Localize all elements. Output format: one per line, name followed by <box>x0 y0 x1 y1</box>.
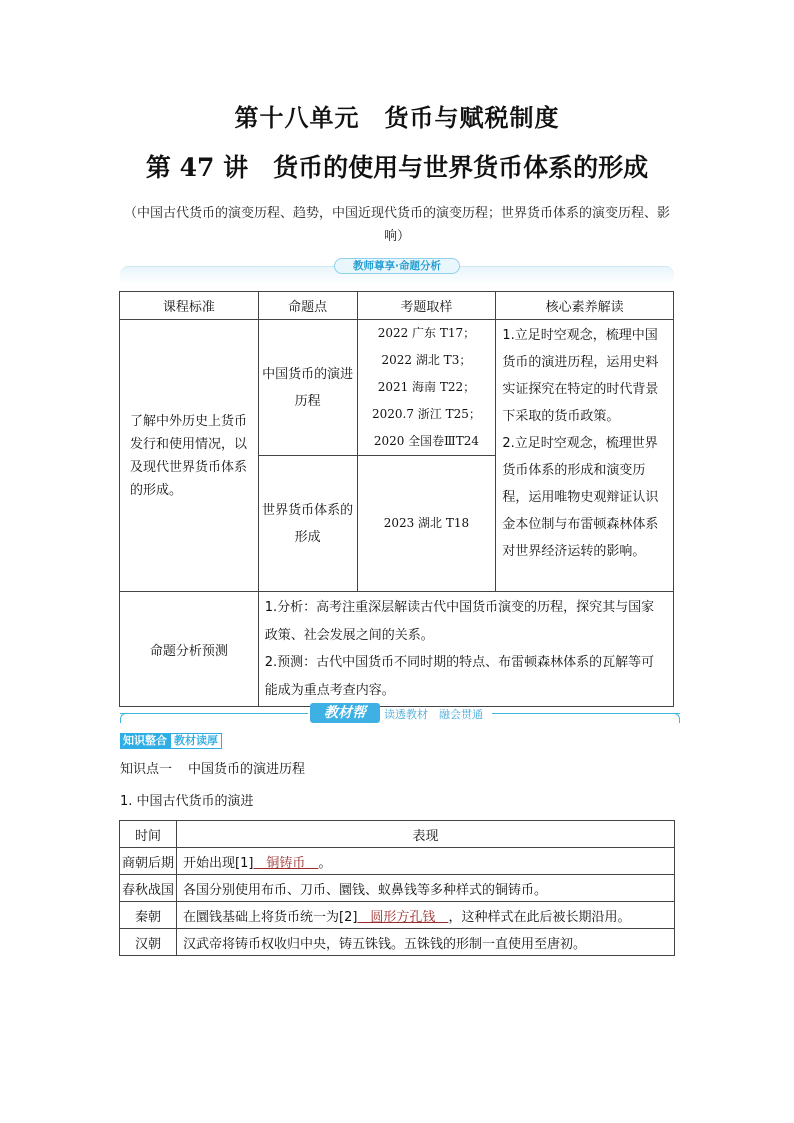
analysis-table <box>119 291 674 707</box>
row-text: ，这种样式在此后被长期沿用。 <box>448 909 631 925</box>
teacher-banner <box>120 258 674 284</box>
table-row <box>120 902 675 929</box>
prediction-content <box>258 592 673 707</box>
row-text: 开始出现[1] <box>183 855 254 871</box>
answer-blank: 铜铸币 <box>253 855 319 871</box>
row-time: 汉朝 <box>120 929 177 956</box>
divider <box>670 713 680 723</box>
analysis-row-3 <box>120 592 674 707</box>
analysis-table-header <box>120 292 674 320</box>
analysis-row-1 <box>120 320 674 456</box>
course-standard: 了解中外历史上货币发行和使用情况，以及现代世界货币体系的形成。 <box>120 320 259 592</box>
teacher-banner-label: 教师尊享·命题分析 <box>334 258 460 274</box>
exam-sample: 2020 全国卷ⅢT24 <box>373 434 480 448</box>
row-performance: 汉武帝将铸币权收归中央，铸五铢钱。五铢钱的形制一直使用至唐初。 <box>177 929 675 956</box>
table-row <box>120 875 675 902</box>
row-time: 商朝后期 <box>120 848 177 875</box>
header-time: 时间 <box>120 821 177 848</box>
textbook-banner-title: 教材帮 <box>310 703 380 723</box>
unit-title: 第十八单元 货币与赋税制度 <box>234 104 560 132</box>
knowledge-point-heading <box>120 758 305 777</box>
exam-samples-2: 2023 湖北 T18 <box>357 456 496 592</box>
textbook-banner-subtitle: 读透教材 融会贯通 <box>384 708 483 721</box>
header-point: 命题点 <box>258 292 357 320</box>
currency-table-header <box>120 821 675 848</box>
point-world-system: 世界货币体系的形成 <box>258 456 357 592</box>
section-heading: 1. 中国古代货币的演进 <box>120 794 254 809</box>
row-time: 春秋战国 <box>120 875 177 902</box>
header-exams: 考题取样 <box>357 292 496 320</box>
textbook-banner <box>120 703 680 725</box>
row-text: 在圜钱基础上将货币统一为[2] <box>183 909 358 925</box>
row-time: 秦朝 <box>120 902 177 929</box>
knowledge-badge <box>120 733 222 749</box>
badge-textbook-reading: 教材读厚 <box>170 733 222 749</box>
badge-knowledge-integration: 知识整合 <box>120 733 170 749</box>
currency-table <box>119 820 675 956</box>
lecture-title: 第 47 讲 货币的使用与世界货币体系的形成 <box>145 153 649 182</box>
divider <box>120 713 308 714</box>
row-performance: 各国分别使用布币、刀币、圜钱、蚁鼻钱等多种样式的铜铸币。 <box>177 875 675 902</box>
knowledge-point-title: 中国货币的演进历程 <box>188 762 306 777</box>
row-text: 。 <box>318 855 332 871</box>
core-literacy-text: 1.立足时空观念，梳理中国货币的演进历程，运用史料实证探究在特定的时代背景下采取的货币政策。 2.立足时空观念，梳理世界货币体系的形成和演变历程，运用唯物史观辩证认识金本位制与布雷顿森林体系对世界经济运转的影响。 <box>502 328 659 559</box>
row-performance <box>177 902 675 929</box>
prediction-forecast: 2.预测：古代中国货币不同时期的特点、布雷顿森林体系的瓦解等可能成为重点考查内容。 <box>264 655 655 698</box>
prediction-label: 命题分析预测 <box>120 592 259 707</box>
answer-blank: 圆形方孔钱 <box>357 909 449 925</box>
prediction-analysis: 1.分析：高考注重深层解读古代中国货币演变的历程，探究其与国家政策、社会发展之间的关系。 <box>264 600 655 643</box>
point-currency-evolution: 中国货币的演进历程 <box>258 320 357 456</box>
knowledge-point-label: 知识点一 <box>120 762 173 777</box>
exam-samples-1 <box>357 320 496 456</box>
core-literacy <box>496 320 674 592</box>
exam-sample: 2021 海南 T22； <box>377 380 476 394</box>
exam-sample: 2022 湖北 T3； <box>381 353 472 367</box>
table-row <box>120 848 675 875</box>
exam-sample: 2022 广东 T17； <box>377 326 476 340</box>
divider <box>120 713 130 723</box>
exam-sample: 2020.7 浙江 T25； <box>371 407 481 421</box>
divider <box>492 713 680 714</box>
lecture-subtitle: （中国古代货币的演变历程、趋势，中国近现代货币的演变历程；世界货币体系的演变历程、影响） <box>123 206 670 244</box>
header-core: 核心素养解读 <box>496 292 674 320</box>
header-performance: 表现 <box>177 821 675 848</box>
table-row <box>120 929 675 956</box>
row-performance <box>177 848 675 875</box>
header-standard: 课程标准 <box>120 292 259 320</box>
